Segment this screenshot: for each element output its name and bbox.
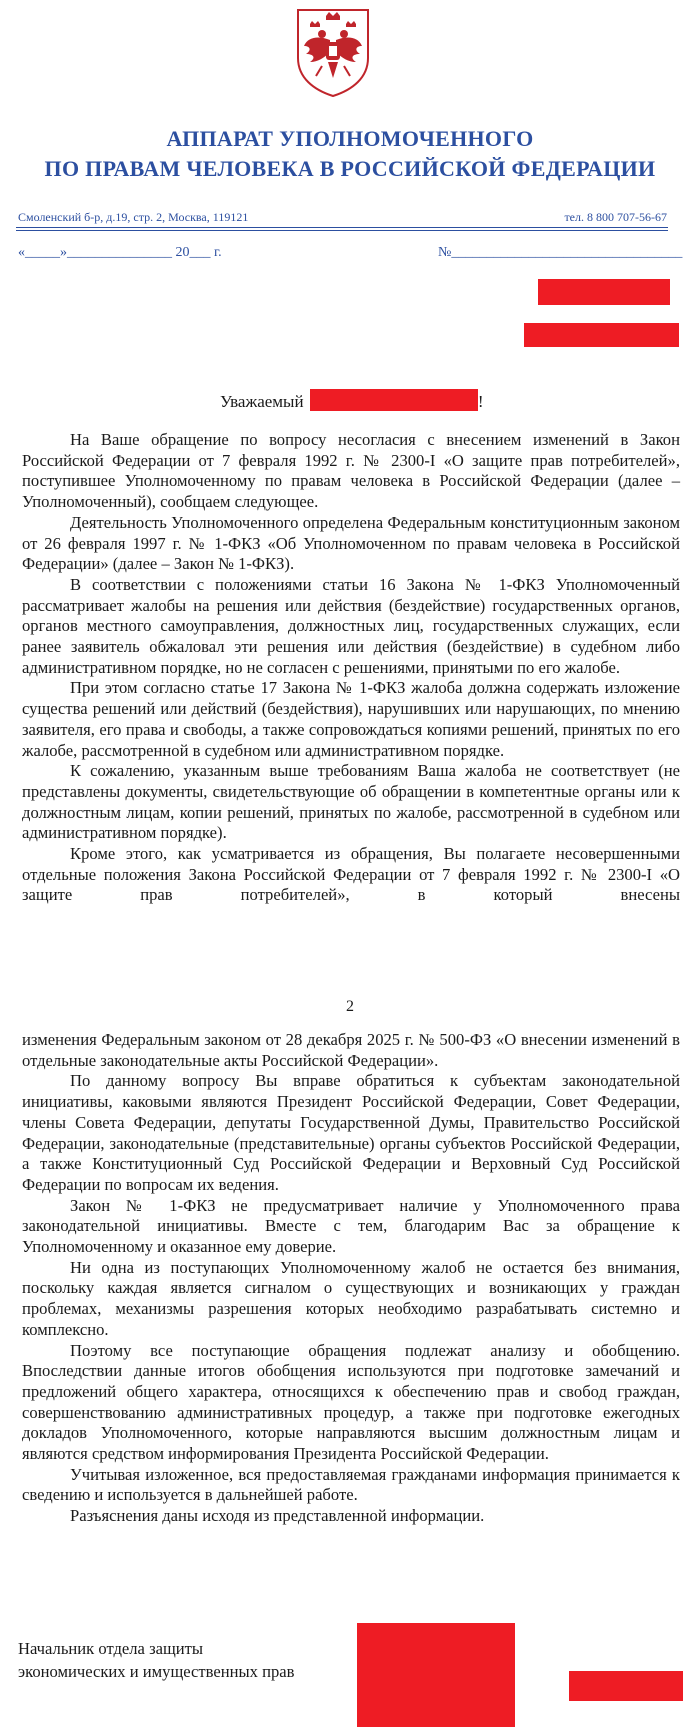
body-paragraph: Поэтому все поступающие обращения подлежат анализу и обобщению. Впоследствии данные итогов обобщения используются при подготовке замечаний и предложений общего характера, относящихся к обеспечению прав и свобод граждан, совершенствованию административных процедур, а также при подготовке ежегодных докладов Уполномоченного, которые направляются высшим должностным лицам и являются средством информирования Президента Российской Федерации.	[22, 1340, 680, 1464]
signature-block	[18, 1637, 294, 1683]
letter-body-page1	[22, 430, 680, 906]
signatory-title-line2: экономических и имущественных прав	[18, 1662, 295, 1681]
salutation-punctuation: !	[477, 392, 484, 411]
body-paragraph: По данному вопросу Вы вправе обратиться к субъектам законодательной инициативы, каковыми являются Президент Российской Федерации, Совет Федерации, члены Совета Федерации, депутаты Государственной Думы, Правительство Российской Федерации, законодательные (представительные) органы субъектов Российской Федерации, а также Конституционный Суд Российской Федерации и Верховный Суд Российской Федерации по вопросам их ведения.	[22, 1071, 680, 1194]
letter-body-page2	[22, 1030, 680, 1527]
redacted-recipient-line2	[524, 323, 679, 347]
coat-of-arms-icon	[292, 6, 374, 98]
signatory-title-line1: Начальник отдела защиты	[18, 1639, 204, 1658]
body-paragraph: Разъяснения даны исходя из представленной информации.	[70, 1506, 485, 1526]
letterhead-divider-second	[16, 230, 668, 231]
body-paragraph: К сожалению, указанным выше требованиям Ваша жалоба не соответствует (не представлены документы, свидетельствующие об обращении в компетентные органы или к должностным лицам, копии решений, принятых по жалобе, рассмотренной в судебном или административном порядке).	[22, 761, 680, 843]
body-paragraph-continuation: изменения Федеральным законом от 28 декабря 2025 г. № 500-ФЗ «О внесении изменений в отдельные законодательные акты Российской Федерации».	[22, 1030, 680, 1070]
letterhead-divider	[16, 227, 668, 228]
organization-address: Смоленский б-р, д.19, стр. 2, Москва, 119121	[18, 210, 249, 224]
body-paragraph: Кроме этого, как усматривается из обращения, Вы полагаете несовершенными отдельные положения Закона Российской Федерации от 7 февраля 1992 г. № 2300-I «О защите прав потребителей», в который внесены	[22, 844, 680, 905]
date-field: «_____»_______________ 20___ г.	[18, 245, 222, 260]
salutation-greeting: Уважаемый	[220, 392, 304, 411]
body-paragraph: При этом согласно статье 17 Закона № 1-ФКЗ жалоба должна содержать изложение существа решений или действий (бездействия), нарушивших или нарушающих, по мнению заявителя, его права и свободы, а также сопровождаться копиями решений, принятых по его жалобе, рассмотренной в судебном или административном порядке.	[22, 678, 680, 760]
organization-title-line1: АППАРАТ УПОЛНОМОЧЕННОГО	[166, 126, 534, 151]
redacted-signatory-name	[569, 1671, 683, 1701]
body-paragraph: Деятельность Уполномоченного определена Федеральным конституционным законом от 26 февраля 1997 г. № 1-ФКЗ «Об Уполномоченном по правам человека в Российской Федерации» (далее – Закон № 1-ФКЗ).	[22, 512, 680, 574]
body-paragraph: Ни одна из поступающих Уполномоченному жалоб не остается без внимания, поскольку каждая является сигналом о существующих и возникающих у граждан проблемах, механизмы разрешения которых необходимо разрабатывать системно и комплексно.	[22, 1257, 680, 1339]
body-paragraph: Учитывая изложенное, вся предоставляемая гражданами информация принимается к сведению и используется в дальнейшей работе.	[22, 1464, 680, 1505]
page-number: 2	[346, 998, 354, 1015]
redacted-signature	[357, 1623, 515, 1727]
body-paragraph: В соответствии с положениями статьи 16 Закона № 1-ФКЗ Уполномоченный рассматривает жалобы на решения или действия (бездействие) государственных органов, органов местного самоуправления, должностных лиц, государственных служащих, если ранее заявитель обжаловал эти решения или действия (бездействие) в судебном либо административном порядке, но не согласен с решениями, принятыми по его жалобе.	[22, 574, 680, 677]
redacted-recipient-line1	[538, 279, 670, 305]
body-paragraph: На Ваше обращение по вопросу несогласия с внесением изменений в Закон Российской Федерации от 7 февраля 1992 г. № 2300-I «О защите прав потребителей», поступившее Уполномоченному по правам человека в Российской Федерации (далее – Уполномоченный), сообщаем следующее.	[22, 430, 680, 512]
organization-phone: тел. 8 800 707-56-67	[564, 210, 667, 224]
body-paragraph: Закон № 1-ФКЗ не предусматривает наличие у Уполномоченного права законодательной инициативы. Вместе с тем, благодарим Вас за обращение к Уполномоченному и оказанное ему доверие.	[22, 1195, 680, 1257]
salutation	[220, 389, 484, 412]
organization-title-line2: ПО ПРАВАМ ЧЕЛОВЕКА В РОССИЙСКОЙ ФЕДЕРАЦИИ	[44, 156, 656, 181]
redacted-recipient-name	[310, 389, 478, 411]
registration-number-field: №_________________________________	[438, 245, 683, 260]
